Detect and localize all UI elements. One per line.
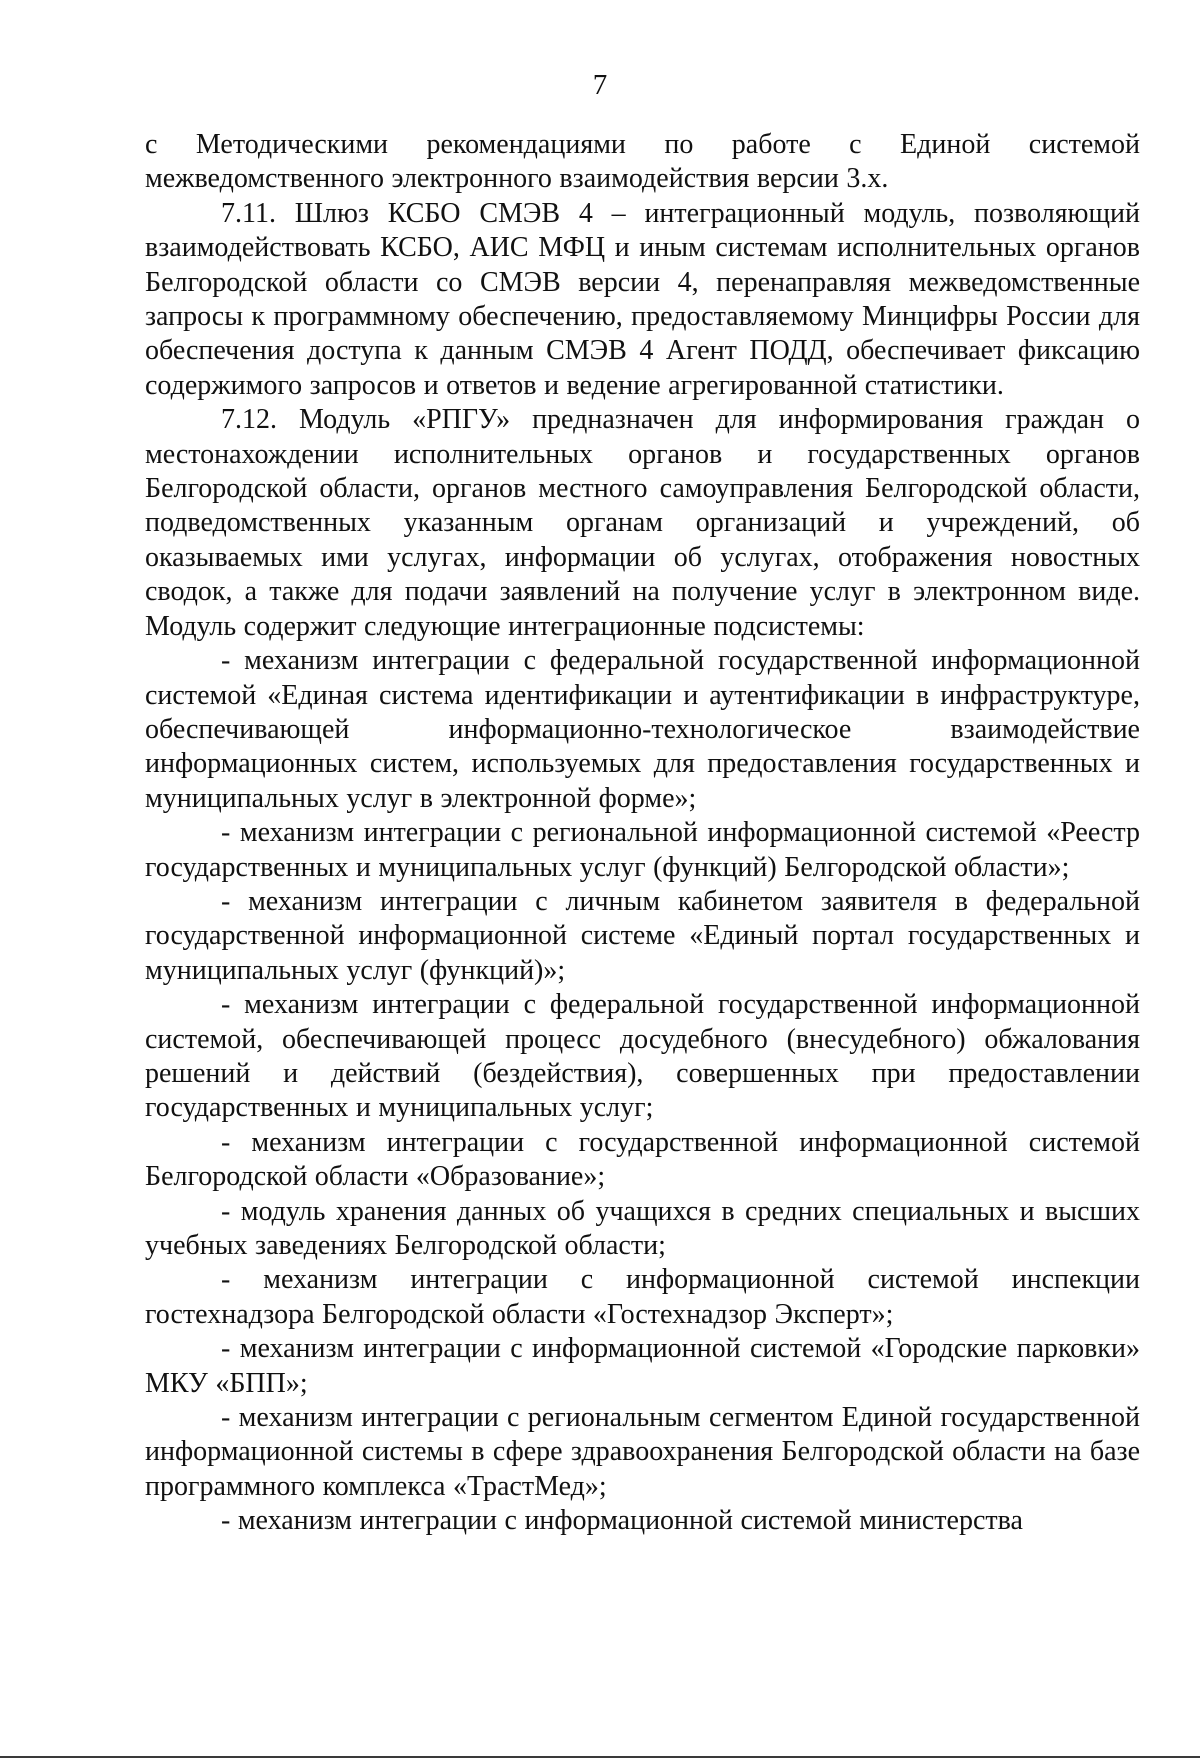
list-item-esia: - механизм интеграции с федеральной государственной информационной системой «Единая система идентификации и аутентификации в инфраструктуре, обеспечивающей информационно-технологическое взаимодействие информационных систем, используемых для предоставления государственных и муниципальных услуг в электронной форме»; bbox=[145, 645, 1140, 814]
list-item-appeals-system: - механизм интеграции с федеральной государственной информационной системой, обеспечивающей процесс досудебного (внесудебного) обжалования решений и действий (бездействия), совершенных при предоставлении государственных и муниципальных услуг; bbox=[145, 989, 1140, 1124]
list-item-services-registry: - механизм интеграции с региональной информационной системой «Реестр государственных и муниципальных услуг (функций) Белгородской области»; bbox=[145, 817, 1140, 883]
list-item-gostekhnadzor: - механизм интеграции с информационной системой инспекции гостехнадзора Белгородской области «Гостехнадзор Эксперт»; bbox=[145, 1264, 1140, 1330]
page-bottom-border bbox=[0, 1756, 1200, 1758]
document-body bbox=[145, 128, 1140, 1539]
paragraph-7-11: 7.11. Шлюз КСБО СМЭВ 4 – интеграционный модуль, позволяющий взаимодействовать КСБО, АИС МФЦ и иным системам исполнительных органов Белгородской области со СМЭВ версии 4, перенаправляя межведомственные запросы к программному обеспечению, предоставляемому Минцифры России для обеспечения доступа к данным СМЭВ 4 Агент ПОДД, обеспечивает фиксацию содержимого запросов и ответов и ведение агрегированной статистики. bbox=[145, 197, 1140, 401]
paragraph-7-12: 7.12. Модуль «РПГУ» предназначен для информирования граждан о местонахождении исполнительных органов и государственных органов Белгородской области, органов местного самоуправления Белгородской области, подведомственных указанным органам организаций и учреждений, об оказываемых ими услугах, информации об услугах, отображения новостных сводок, а также для подачи заявлений на получение услуг в электронном виде. Модуль содержит следующие интеграционные подсистемы: bbox=[145, 404, 1140, 642]
paragraph-continuation: с Методическими рекомендациями по работе с Единой системой межведомственного электронного взаимодействия версии 3.х. bbox=[145, 129, 1140, 195]
list-item-ministry-system: - механизм интеграции с информационной системой министерства bbox=[221, 1505, 1023, 1537]
list-item-trustmed: - механизм интеграции с региональным сегментом Единой государственной информационной системы в сфере здравоохранения Белгородской области на базе программного комплекса «ТрастМед»; bbox=[145, 1402, 1140, 1502]
list-item-students-data: - модуль хранения данных об учащихся в средних специальных и высших учебных заведениях Белгородской области; bbox=[145, 1195, 1140, 1261]
list-item-epgu-cabinet: - механизм интеграции с личным кабинетом заявителя в федеральной государственной информационной системе «Единый портал государственных и муниципальных услуг (функций)»; bbox=[145, 885, 1140, 986]
page-number: 7 bbox=[592, 69, 608, 101]
list-item-parking: - механизм интеграции с информационной системой «Городские парковки» МКУ «БПП»; bbox=[145, 1333, 1140, 1399]
list-item-education: - механизм интеграции с государственной информационной системой Белгородской области «Образование»; bbox=[145, 1126, 1140, 1193]
